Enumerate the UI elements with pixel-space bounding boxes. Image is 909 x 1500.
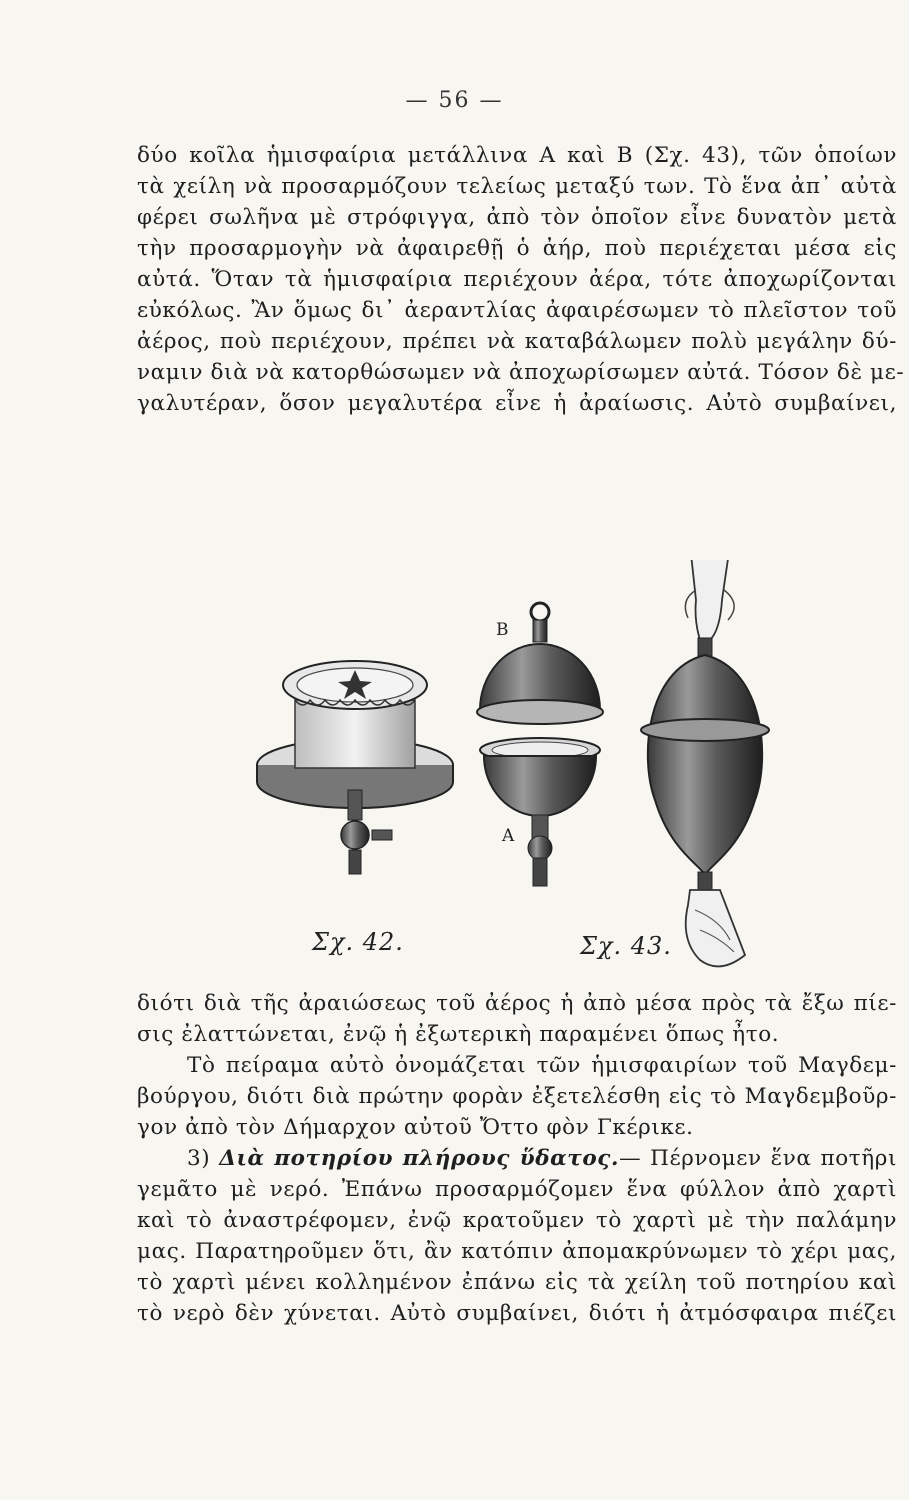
section-first-line-text: — Πέρνομεν ἕνα ποτῆρι — [619, 1146, 897, 1171]
figure-label-b: Β — [496, 620, 509, 640]
figure-42-caption: Σχ. 42. — [312, 928, 404, 956]
text-line: εὐκόλως. Ἂν ὅμως δι᾽ ἀεραντλίας ἀφαιρέσωμεν τὸ πλεῖστον τοῦ — [137, 298, 897, 323]
text-line: γαλυτέραν, ὅσον μεγαλυτέρα εἶνε ἡ ἀραίωσις. Αὐτὸ συμβαίνει, — [137, 391, 897, 416]
text-line: σις ἐλαττώνεται, ἐνῷ ἡ ἐξωτερικὴ παραμένει ὅπως ἦτο. — [137, 1022, 780, 1047]
fig42-bell-jar — [257, 661, 453, 874]
text-line: βούργου, διότι διὰ πρώτην φορὰν ἐξετελέσθη εἰς τὸ Μαγδεμβοῦρ- — [137, 1084, 897, 1109]
text-line: τὴν προσαρμογὴν νὰ ἀφαιρεθῇ ὁ ἀήρ, ποὺ περιέχεται μέσα εἰς — [137, 236, 897, 261]
text-line: αὐτά. Ὅταν τὰ ἡμισφαίρια περιέχουν ἀέρα, τότε ἀποχωρίζονται — [137, 267, 897, 292]
section-number: 3) — [187, 1146, 211, 1171]
text-line: τὸ νερὸ δὲν χύνεται. Αὐτὸ συμβαίνει, διότι ἡ ἀτμόσφαιρα πιέζει — [137, 1301, 897, 1326]
engravings-illustration — [250, 560, 790, 980]
figure-area — [250, 560, 790, 980]
text-line: ναμιν διὰ νὰ κατορθώσωμεν νὰ ἀποχωρίσωμεν αὐτά. Τόσον δὲ με- — [137, 360, 905, 385]
text-line: καὶ τὸ ἀναστρέφομεν, ἐνῷ κρατοῦμεν τὸ χαρτὶ μὲ τὴν παλάμην — [137, 1208, 897, 1233]
section-heading: Διὰ ποτηρίου πλήρους ὕδατος. — [219, 1146, 620, 1171]
text-line: Τὸ πείραμα αὐτὸ ὀνομάζεται τῶν ἡμισφαιρίων τοῦ Μαγδεμ- — [187, 1053, 897, 1078]
page-number: — 56 — — [405, 88, 504, 113]
text-line: φέρει σωλῆνα μὲ στρόφιγγα, ἀπὸ τὸν ὁποῖον εἶνε δυνατὸν μετὰ — [137, 205, 897, 230]
text-line: ἀέρος, ποὺ περιέχουν, πρέπει νὰ καταβάλωμεν πολὺ μεγάλην δύ- — [137, 329, 897, 354]
figure-label-a: Α — [502, 826, 515, 846]
text-line: μας. Παρατηροῦμεν ὅτι, ἂν κατόπιν ἀπομακρύνωμεν τὸ χέρι μας, — [137, 1239, 897, 1264]
text-line: διότι διὰ τῆς ἀραιώσεως τοῦ ἀέρος ἡ ἀπὸ μέσα πρὸς τὰ ἔξω πίε- — [137, 991, 897, 1016]
text-line: τὰ χείλη νὰ προσαρμόζουν τελείως μεταξύ των. Τὸ ἕνα ἀπ᾽ αὐτὰ — [137, 174, 897, 199]
fig43-hemispheres — [477, 603, 603, 886]
text-line: δύο κοῖλα ἡμισφαίρια μετάλλινα Α καὶ Β (Σχ. 43), τῶν ὁποίων — [137, 143, 897, 168]
text-line: γεμᾶτο μὲ νερό. Ἐπάνω προσαρμόζομεν ἕνα φύλλον ἀπὸ χαρτὶ — [137, 1177, 897, 1202]
text-line: τὸ χαρτὶ μένει κολλημένον ἐπάνω εἰς τὰ χείλη τοῦ ποτηρίου καὶ — [137, 1270, 897, 1295]
figure-43-caption: Σχ. 43. — [580, 932, 672, 960]
section-3-first-line — [137, 1143, 897, 1174]
fig43-joined-sphere — [641, 560, 769, 966]
paragraph-hemispheres — [137, 140, 905, 419]
text-line: γον ἀπὸ τὸν Δήμαρχον αὐτοῦ Ὄττο φὸν Γκέρικε. — [137, 1115, 694, 1140]
body-text-bottom — [137, 988, 897, 1329]
